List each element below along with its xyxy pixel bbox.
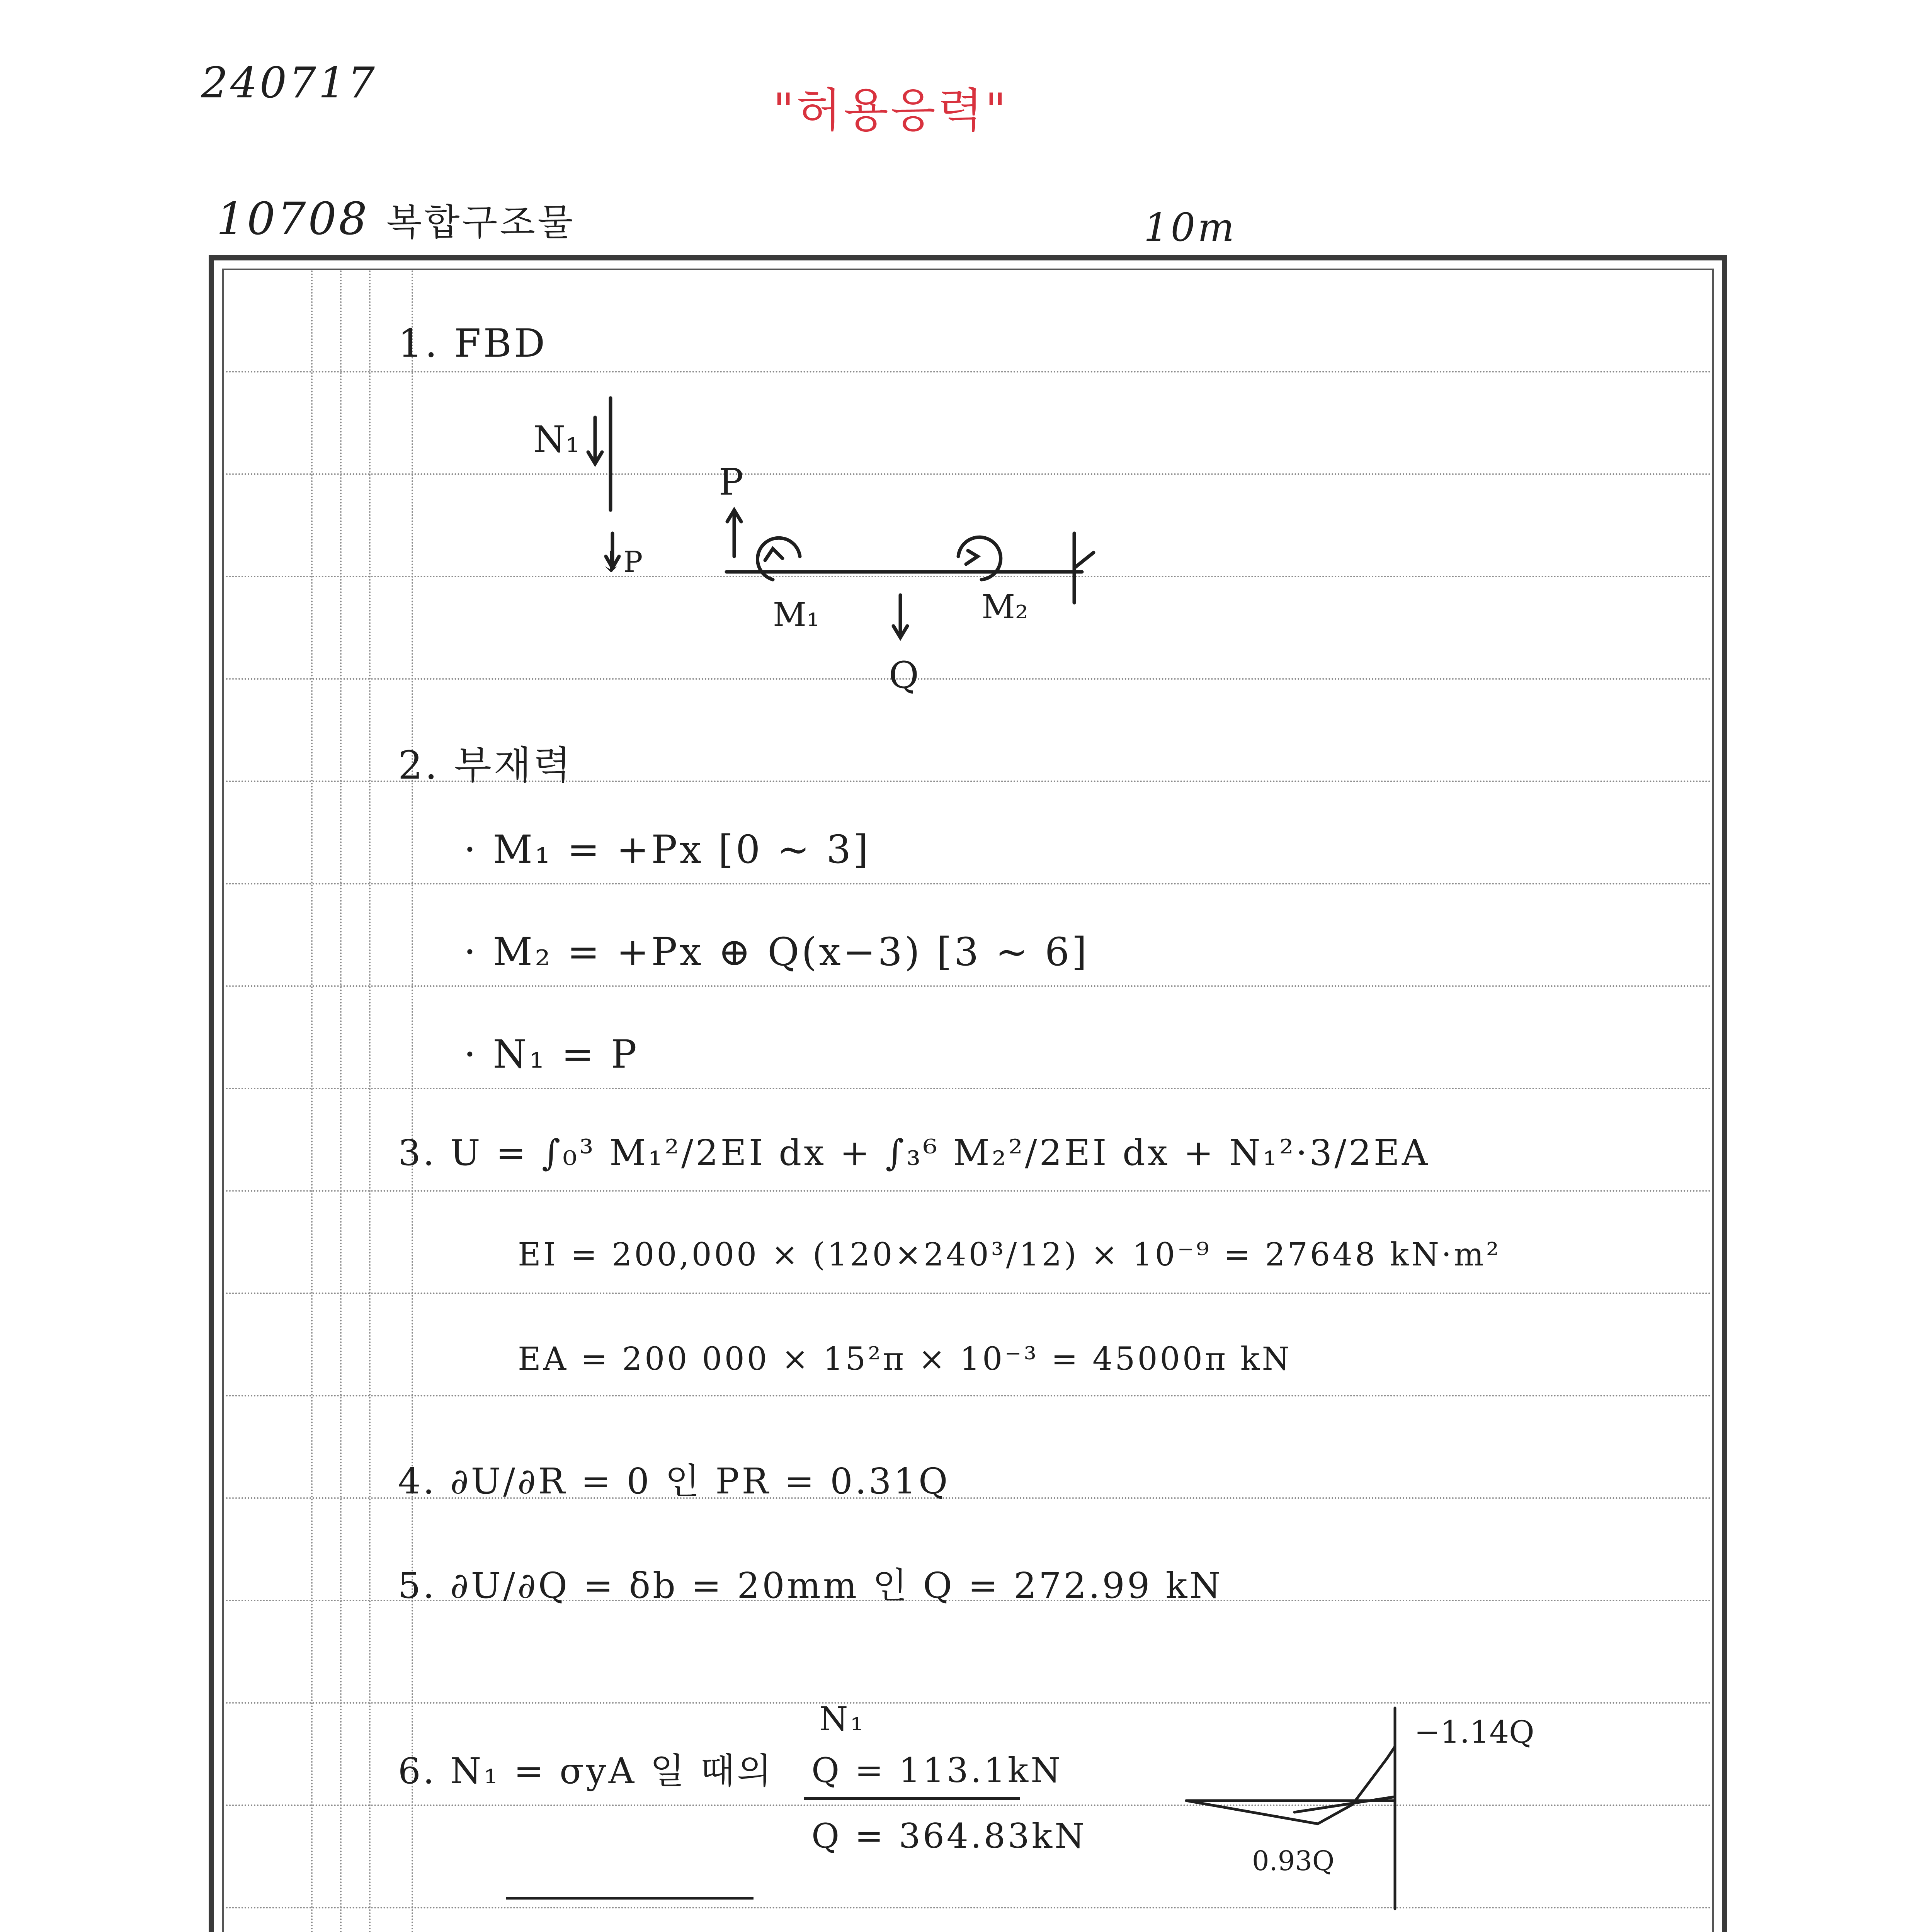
margin-line <box>340 270 342 1932</box>
fbd-m1-label: M₁ <box>773 596 820 634</box>
margin-line <box>311 270 313 1932</box>
ei-equation: EI = 200,000 × (120×240³/12) × 10⁻⁹ = 27648 kN·m² <box>518 1236 1501 1273</box>
m1-moment-head <box>765 549 782 560</box>
separator-line <box>506 1897 754 1900</box>
m2-equation: · M₂ = +Px ⊕ Q(x−3) [3 ~ 6] <box>464 929 1089 975</box>
moment-sketch <box>1179 1700 1604 1917</box>
step6-n1-label: N₁ <box>819 1700 866 1738</box>
step6-equation: 6. N₁ = σyA 일 때의 <box>398 1750 774 1792</box>
fbd-diagram <box>502 386 1159 734</box>
ruled-line <box>226 985 1712 987</box>
fbd-p-top-label: P <box>719 461 743 503</box>
sketch-moment-curve <box>1186 1747 1395 1824</box>
ruled-line <box>226 1293 1712 1294</box>
step1-title: 1. FBD <box>398 321 548 366</box>
ea-equation: EA = 200 000 × 15²π × 10⁻³ = 45000π kN <box>518 1341 1292 1378</box>
ruled-line <box>226 371 1712 372</box>
fbd-n1-label: N₁ <box>533 418 580 461</box>
right-support-tick <box>1074 553 1094 568</box>
sketch-top-value: −1.14Q <box>1414 1714 1534 1750</box>
score-text: 10m <box>1144 205 1237 250</box>
step4-equation: 4. ∂U/∂R = 0 인 PR = 0.31Q <box>398 1461 950 1502</box>
sketch-bottom-value: 0.93Q <box>1252 1845 1335 1877</box>
step2-title: 2. 부재력 <box>398 743 573 788</box>
exam-code: 10708 <box>216 193 369 245</box>
grader-heading: "허용응력" <box>773 84 1009 138</box>
date-text: 240717 <box>201 58 377 107</box>
step5-equation: 5. ∂U/∂Q = δb = 20mm 인 Q = 272.99 kN <box>398 1565 1223 1606</box>
fbd-m2-label: M₂ <box>981 588 1029 626</box>
step6-q-first: Q = 113.1kN <box>811 1750 1063 1790</box>
ruled-line <box>226 1190 1712 1192</box>
margin-line <box>369 270 371 1932</box>
subject-text: 복합구조물 <box>386 201 575 244</box>
m2-moment-head <box>966 551 978 564</box>
n1-equation: · N₁ = P <box>464 1032 639 1077</box>
margin-line <box>412 270 413 1932</box>
fbd-p-left-label: ↓P <box>599 545 643 579</box>
ruled-line <box>226 1088 1712 1089</box>
step6-q-second: Q = 364.83kN <box>811 1816 1087 1856</box>
m1-equation: · M₁ = +Px [0 ~ 3] <box>464 827 871 872</box>
step6-underline <box>804 1797 1020 1800</box>
ruled-line <box>226 1395 1712 1396</box>
fbd-q-label: Q <box>889 654 919 697</box>
ruled-line <box>226 883 1712 884</box>
step3-energy-equation: 3. U = ∫₀³ M₁²/2EI dx + ∫₃⁶ M₂²/2EI dx + N₁²·3/2EA <box>398 1132 1430 1173</box>
